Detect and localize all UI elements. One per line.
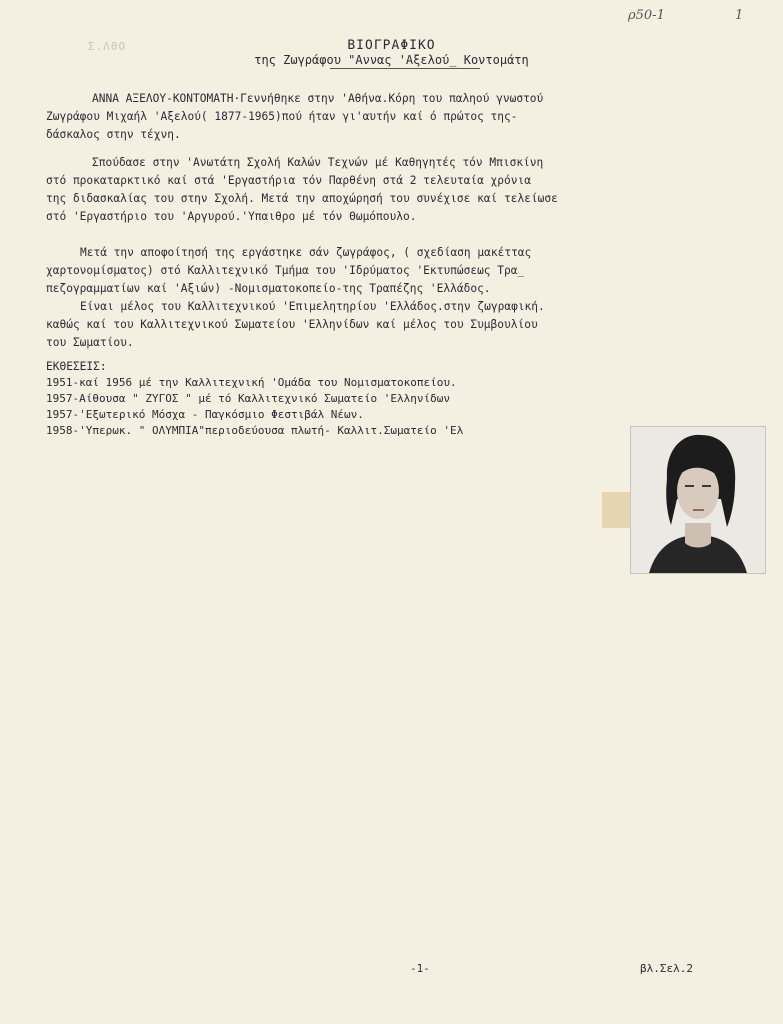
subtitle-underline — [330, 68, 480, 69]
document-subtitle: της Ζωγράφου "Αννας 'Αξελού_ Κοντομάτη — [254, 53, 529, 67]
bio-line: Μετά την αποφοίτησή της εργάστηκε σάν ζωγράφος, ( σχεδίαση μακέττας — [80, 246, 532, 259]
bio-line: της διδασκαλίας του στην Σχολή. Μετά την αποχώρησή του συνέχισε καί τελείωσε — [46, 192, 558, 205]
bio-line: στό προκαταρκτικό καί στά 'Εργαστήρια τόν Παρθένη στά 2 τελευταία χρόνια — [46, 174, 531, 187]
handwritten-reference: ρ50-1 — [628, 8, 665, 23]
exhibition-entry: 1951-καί 1956 μέ την Καλλιτεχνική 'Ομάδα του Νομισματοκοπείου. — [46, 376, 457, 389]
bio-line: δάσκαλος στην τέχνη. — [46, 128, 181, 141]
document-title: ΒΙΟΓΡΑΦΙΚΟ — [347, 38, 436, 53]
bio-line: στό 'Εργαστήριο του 'Αργυρού.'Υπαιθρο μέ τόν Θωμόπουλο. — [46, 210, 417, 223]
bio-line: Είναι μέλος του Καλλιτεχνικού 'Επιμελητηρίου 'Ελλάδος.στην ζωγραφική. — [80, 300, 545, 313]
bio-line: χαρτονομίσματος) στό Καλλιτεχνικό Τμήμα του 'Ιδρύματος 'Εκτυπώσεως Τρα_ — [46, 264, 525, 277]
bio-line: Ζωγράφου Μιχαήλ 'Αξελού( 1877-1965)πού ήταν γι'αυτήν καί ό πρώτος της- — [46, 110, 518, 123]
bio-line: του Σωματίου. — [46, 336, 134, 349]
bio-line: ΑΝΝΑ ΑΞΕΛΟΥ-ΚΟΝΤΟΜΑΤΗ·Γεννήθηκε στην 'Αθήνα.Κόρη του παληού γνωστού — [92, 92, 544, 105]
bio-line: καθώς καί του Καλλιτεχνικού Σωματείου 'Ελληνίδων καί μέλος του Συμβουλίου — [46, 318, 538, 331]
continue-note: βλ.Σελ.2 — [640, 962, 693, 975]
exhibition-entry: 1957-'Εξωτερικό Μόσχα - Παγκόσμιο Φεστιβάλ Νέων. — [46, 408, 364, 421]
portrait-photo — [630, 426, 766, 574]
portrait-photo-image — [631, 427, 765, 573]
exhibition-entry: 1958-'Υπερωκ. " ΟΛΥΜΠΙΑ"περιοδεύουσα πλωτή- Καλλιτ.Σωματείο 'Ελ — [46, 424, 464, 437]
bio-line: πεζογραμματίων καί 'Αξιών) -Νομισματοκοπείο-της Τραπέζης 'Ελλάδος. — [46, 282, 491, 295]
exhibition-entry: 1957-Αίθουσα " ΖΥΓΟΣ " μέ τό Καλλιτεχνικό Σωματείο 'Ελληνίδων — [46, 392, 450, 405]
handwritten-page-number: 1 — [735, 8, 744, 23]
bio-line: Σπούδασε στην 'Ανωτάτη Σχολή Καλών Τεχνών μέ Καθηγητές τόν Μπισκίνη — [92, 156, 544, 169]
faint-stamp: Σ.ΛΘΟ — [88, 40, 127, 53]
page-number: -1- — [410, 962, 430, 975]
exhibitions-heading: ΕΚΘΕΣΕΙΣ: — [46, 360, 107, 373]
